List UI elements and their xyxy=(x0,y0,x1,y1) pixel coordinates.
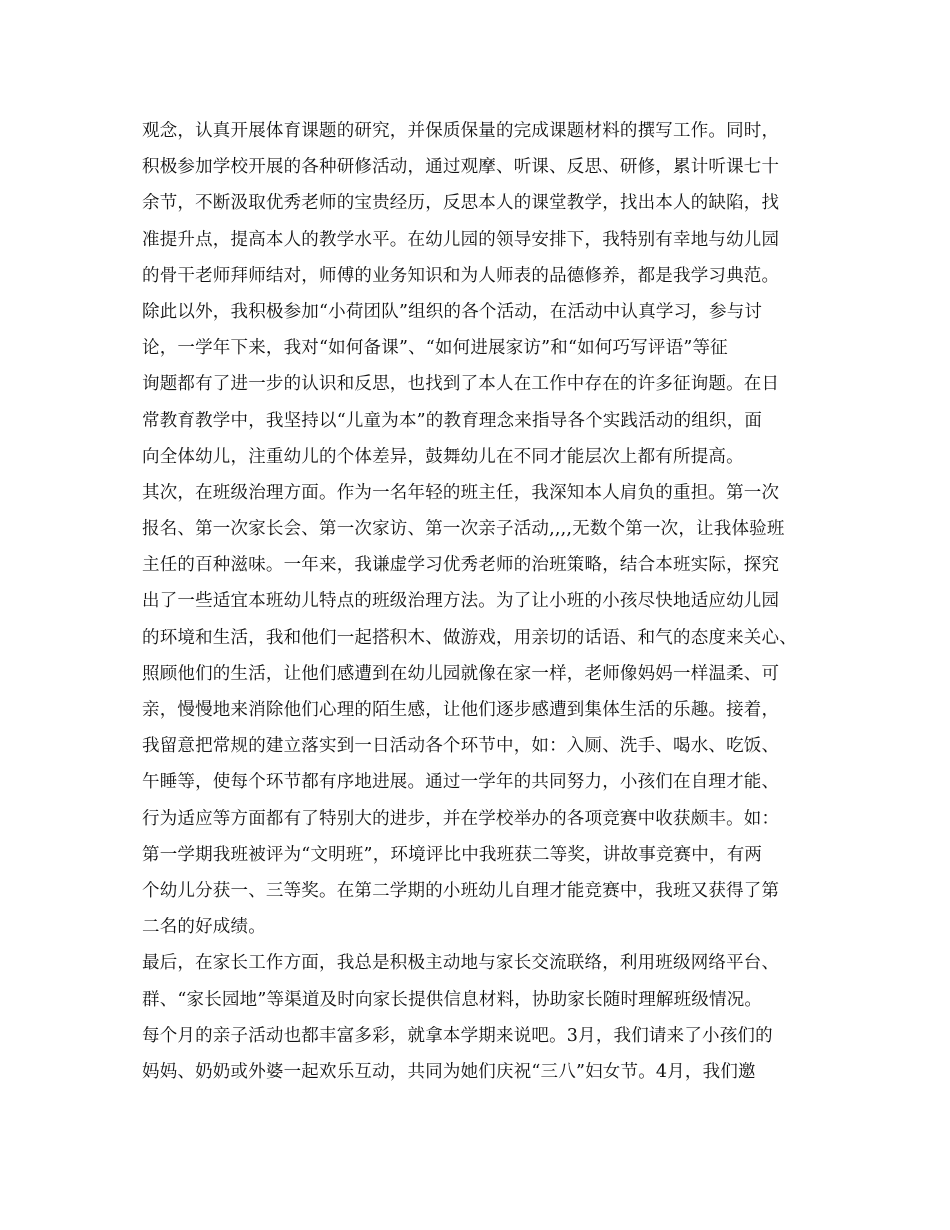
text-line: 群、“家长园地”等渠道及时向家长提供信息材料，协助家长随时理解班级情况。 xyxy=(142,989,763,1010)
text-line: 妈妈、奶奶或外婆一起欢乐互动，共同为她们庆祝“三八”妇女节。4月，我们邀 xyxy=(142,1061,756,1082)
text-line: 行为适应等方面都有了特别大的进步，并在学校举办的各项竞赛中收获颇丰。如： xyxy=(142,808,780,829)
text-line: 个幼儿分获一、三等奖。在第二学期的小班幼儿自理才能竞赛中，我班又获得了第 xyxy=(142,880,780,901)
text-line: 报名、第一次家长会、第一次家访、第一次亲子活动,,,,无数个第一次，让我体验班 xyxy=(142,519,785,540)
text-line: 照顾他们的生活，让他们感遭到在幼儿园就像在家一样，老师像妈妈一样温柔、可 xyxy=(142,663,780,684)
text-line: 其次，在班级治理方面。作为一名年轻的班主任，我深知本人肩负的重担。第一次 xyxy=(142,482,780,503)
text-line: 每个月的亲子活动也都丰富多彩，就拿本学期来说吧。3月，我们请来了小孩们的 xyxy=(142,1025,773,1046)
text-line: 论，一学年下来，我对“如何备课”、“如何进展家访”和“如何巧写评语”等征 xyxy=(142,338,728,359)
text-line: 主任的百种滋味。一年来，我谦虚学习优秀老师的治班策略，结合本班实际，探究 xyxy=(142,555,780,576)
text-line: 二名的好成绩。 xyxy=(142,917,266,938)
text-line: 午睡等，使每个环节都有序地进展。通过一学年的共同努力，小孩们在自理才能、 xyxy=(142,772,780,793)
text-line: 亲，慢慢地来消除他们心理的陌生感，让他们逐步感遭到集体生活的乐趣。接着， xyxy=(142,700,780,720)
text-line: 询题都有了进一步的认识和反思，也找到了本人在工作中存在的许多征询题。在日 xyxy=(142,374,780,395)
text-line: 观念，认真开展体育课题的研究，并保质保量的完成课题材料的撰写工作。同时， xyxy=(142,121,780,141)
text-line: 的骨干老师拜师结对，师傅的业务知识和为人师表的品德修养，都是我学习典范。 xyxy=(142,265,780,286)
text-line: 的环境和生活，我和他们一起搭积木、做游戏，用亲切的话语、和气的态度来关心、 xyxy=(142,627,797,648)
text-line: 向全体幼儿，注重幼儿的个体差异，鼓舞幼儿在不同才能层次上都有所提高。 xyxy=(142,446,744,467)
text-line: 常教育教学中，我坚持以“儿童为本”的教育理念来指导各个实践活动的组织，面 xyxy=(142,410,763,431)
text-line: 我留意把常规的建立落实到一日活动各个环节中，如：入厕、洗手、喝水、吃饭、 xyxy=(142,736,780,757)
text-line: 积极参加学校开展的各种研修活动，通过观摩、听课、反思、研修，累计听课七十 xyxy=(142,157,780,178)
text-line: 准提升点，提高本人的教学水平。在幼儿园的领导安排下，我特别有幸地与幼儿园 xyxy=(142,229,780,250)
body-text xyxy=(142,113,842,1090)
text-line: 余节，不断汲取优秀老师的宝贵经历，反思本人的课堂教学，找出本人的缺陷，找 xyxy=(142,193,780,214)
text-line: 出了一些适宜本班幼儿特点的班级治理方法。为了让小班的小孩尽快地适应幼儿园 xyxy=(142,591,780,612)
text-line: 除此以外，我积极参加“小荷团队”组织的各个活动，在活动中认真学习，参与讨 xyxy=(142,301,763,322)
text-line: 最后，在家长工作方面，我总是积极主动地与家长交流联络，利用班级网络平台、 xyxy=(142,953,780,974)
text-line: 第一学期我班被评为“文明班”，环境评比中我班获二等奖，讲故事竞赛中，有两 xyxy=(142,844,763,865)
